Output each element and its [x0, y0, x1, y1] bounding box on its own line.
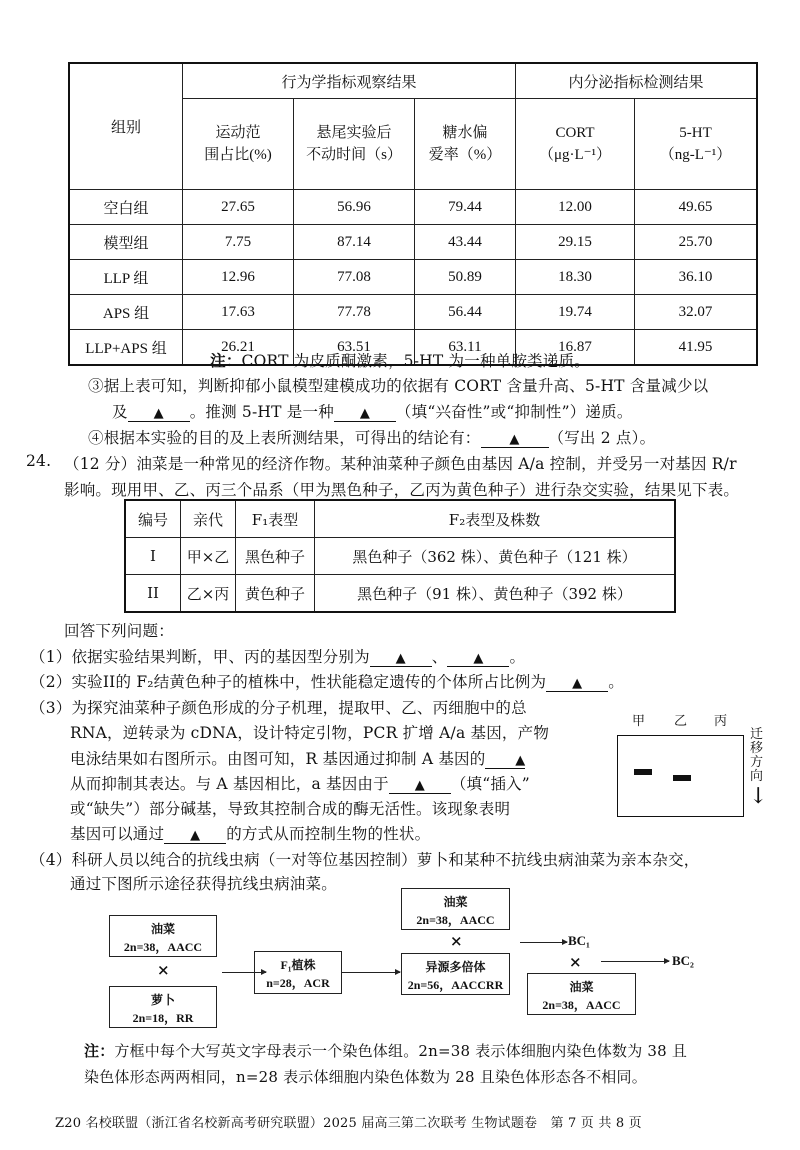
value-cell: 7.75: [183, 225, 294, 260]
value-cell: 56.44: [415, 295, 516, 330]
t2-header: F₁表型: [236, 500, 315, 538]
q24-sub3-line6: 基因可以通过 ▲ 的方式从而控制生物的性状。: [70, 825, 431, 843]
answer-blank[interactable]: ▲: [481, 429, 549, 448]
radish-parent-box: 萝卜 2n=18，RR: [109, 986, 217, 1028]
q23-part3-line1: ③据上表可知，判断抑郁小鼠模型建模成功的依据有 CORT 含量升高、5-HT 含量减少以: [88, 377, 709, 395]
value-cell: 19.74: [516, 295, 635, 330]
table-row: [125, 575, 675, 613]
bc2-label: BC₂: [672, 953, 694, 968]
q24-sub2: （2）实验II的 F₂结黄色种子的植株中，性状能稳定遗传的个体所占比例为 ▲ 。: [30, 673, 624, 691]
rape-backcross-box: 油菜 2n=38，AACC: [401, 888, 510, 930]
gel-lane-label: 乙: [674, 714, 688, 729]
t2-header: F₂表型及株数: [315, 500, 676, 538]
q24-sub3-line2: RNA，逆转录为 cDNA，设计特定引物，PCR 扩增 A/a 基因，产物: [70, 724, 550, 742]
q24-number: 24.: [26, 452, 52, 470]
value-cell: 87.14: [294, 225, 415, 260]
value-cell: 25.70: [635, 225, 758, 260]
cross-cell: 甲×乙: [181, 538, 236, 575]
rape-parent-box: 油菜 2n=38，AACC: [109, 915, 217, 957]
bc1-label: BC₁: [568, 933, 590, 948]
cross-symbol: ×: [569, 953, 582, 971]
rape-final-box: 油菜 2n=38，AACC: [527, 973, 636, 1015]
cross-table: [124, 499, 676, 613]
gel-band-yi: [673, 775, 691, 781]
q24-sub3-line3: 电泳结果如右图所示。由图可知，R 基因通过抑制 A 基因的 ▲: [70, 750, 526, 768]
col-header-3: 糖水偏 爱率（%）: [415, 99, 516, 190]
cross-symbol: ×: [157, 961, 170, 979]
group-cell: 空白组: [69, 190, 183, 225]
q24-intro-line2: 影响。现用甲、乙、丙三个品系（甲为黑色种子，乙丙为黄色种子）进行杂交实验，结果见下表。: [64, 481, 740, 499]
value-cell: 49.65: [635, 190, 758, 225]
answer-blank[interactable]: ▲: [334, 403, 396, 422]
diagram-note-line1: 注：方框中每个大写英文字母表示一个染色体组。2n=38 表示体细胞内染色体数为 38 且: [84, 1042, 688, 1060]
value-cell: 12.00: [516, 190, 635, 225]
behavior-header: 行为学指标观察结果: [183, 63, 516, 99]
page-footer: Z20 名校联盟（浙江省名校新高考研究联盟）2025 届高三第二次联考 生物试题卷 第 7 页 共 8 页: [55, 1116, 642, 1131]
value-cell: 18.30: [516, 260, 635, 295]
q24-sub4-line2: 通过下图所示途径获得抗线虫病油菜。: [70, 875, 337, 893]
value-cell: 79.44: [415, 190, 516, 225]
answer-prompt: 回答下列问题：: [64, 622, 174, 640]
gel-box: [617, 735, 744, 817]
value-cell: 41.95: [635, 330, 758, 366]
value-cell: 32.07: [635, 295, 758, 330]
value-cell: 17.63: [183, 295, 294, 330]
group-cell: LLP 组: [69, 260, 183, 295]
value-cell: 56.96: [294, 190, 415, 225]
value-cell: 63.51: [294, 330, 415, 366]
diagram-note-line2: 染色体形态两两相同，n=28 表示体细胞内染色体数为 28 且染色体形态各不相同。: [84, 1068, 647, 1086]
q24-sub3-line5: 或“缺失”）部分碱基，导致其控制合成的酶无活性。该现象表明: [70, 800, 511, 818]
q24-sub1: （1）依据实验结果判断，甲、丙的基因型分别为 ▲ 、 ▲ 。: [30, 648, 526, 666]
value-cell: 26.21: [183, 330, 294, 366]
cross-cell: 黄色种子: [236, 575, 315, 613]
arrow-icon: [520, 942, 567, 943]
migration-direction-label: 迁 移 方 向: [750, 727, 764, 784]
q23-part4: ④根据本实验的目的及上表所测结果，可得出的结论有： ▲ （写出 2 点）。: [88, 429, 656, 447]
allopolyploid-box: 异源多倍体 2n=56，AACCRR: [401, 953, 510, 995]
cross-cell: II: [125, 575, 181, 613]
table-row: [69, 190, 757, 225]
group-cell: APS 组: [69, 295, 183, 330]
value-cell: 50.89: [415, 260, 516, 295]
group-cell: 模型组: [69, 225, 183, 260]
q24-sub3-line4: 从而抑制其表达。与 A 基因相比，a 基因由于 ▲ （填“插入”: [70, 775, 530, 793]
cross-cell: 乙×丙: [181, 575, 236, 613]
answer-blank[interactable]: ▲: [546, 673, 608, 692]
gel-band-jia: [634, 769, 652, 775]
group-cell: LLP+APS 组: [69, 330, 183, 366]
value-cell: 29.15: [516, 225, 635, 260]
answer-blank[interactable]: ▲: [370, 648, 432, 667]
cross-cell: 黑色种子: [236, 538, 315, 575]
table-row: [69, 295, 757, 330]
f1-plant-box: F₁植株 n=28，ACR: [254, 951, 342, 994]
results-table: [68, 62, 758, 366]
cross-cell: 黑色种子（91 株）、黄色种子（392 株）: [315, 575, 676, 613]
endocrine-header: 内分泌指标检测结果: [516, 63, 758, 99]
answer-blank[interactable]: ▲: [164, 825, 226, 844]
table1-note: 注：CORT 为皮质酮激素，5-HT 为一种单胺类递质。: [210, 351, 590, 370]
value-cell: 43.44: [415, 225, 516, 260]
arrow-icon: [342, 972, 400, 973]
q24-intro-line1: （12 分）油菜是一种常见的经济作物。某种油菜种子颜色由基因 A/a 控制，并受另一对基因 R/r: [64, 455, 737, 473]
table-row: [69, 225, 757, 260]
value-cell: 27.65: [183, 190, 294, 225]
value-cell: 77.08: [294, 260, 415, 295]
value-cell: 36.10: [635, 260, 758, 295]
col-header-1: 运动范 围占比(%): [183, 99, 294, 190]
value-cell: 63.11: [415, 330, 516, 366]
q23-part3-line2: 及 ▲ 。推测 5-HT 是一种 ▲ （填“兴奋性”或“抑制性”）递质。: [112, 403, 633, 421]
cross-cell: I: [125, 538, 181, 575]
t2-header: 编号: [125, 500, 181, 538]
value-cell: 12.96: [183, 260, 294, 295]
table-row: [69, 260, 757, 295]
gel-lane-label: 丙: [714, 714, 728, 729]
value-cell: 16.87: [516, 330, 635, 366]
q24-sub4-line1: （4）科研人员以纯合的抗线虫病（一对等位基因控制）萝卜和某种不抗线虫病油菜为亲本杂交，: [30, 851, 700, 869]
arrow-icon: [601, 961, 669, 962]
gel-lane-label: 甲: [632, 714, 646, 729]
answer-blank[interactable]: ▲: [485, 750, 525, 769]
answer-blank[interactable]: ▲: [447, 648, 509, 667]
answer-blank[interactable]: ▲: [389, 775, 451, 794]
col-header-5: 5-HT （ng-L⁻¹）: [635, 99, 758, 190]
value-cell: 77.78: [294, 295, 415, 330]
col-header-4: CORT （μg·L⁻¹）: [516, 99, 635, 190]
t2-header: 亲代: [181, 500, 236, 538]
answer-blank[interactable]: ▲: [128, 403, 190, 422]
q24-sub3-line1: （3）为探究油菜种子颜色形成的分子机理，提取甲、乙、丙细胞中的总: [30, 699, 527, 717]
cross-symbol: ×: [450, 932, 463, 950]
table-row: [125, 538, 675, 575]
group-header: 组别: [69, 63, 183, 190]
migration-arrow-icon: ↓: [749, 784, 768, 809]
cross-cell: 黑色种子（362 株）、黄色种子（121 株）: [315, 538, 676, 575]
col-header-2: 悬尾实验后 不动时间（s）: [294, 99, 415, 190]
